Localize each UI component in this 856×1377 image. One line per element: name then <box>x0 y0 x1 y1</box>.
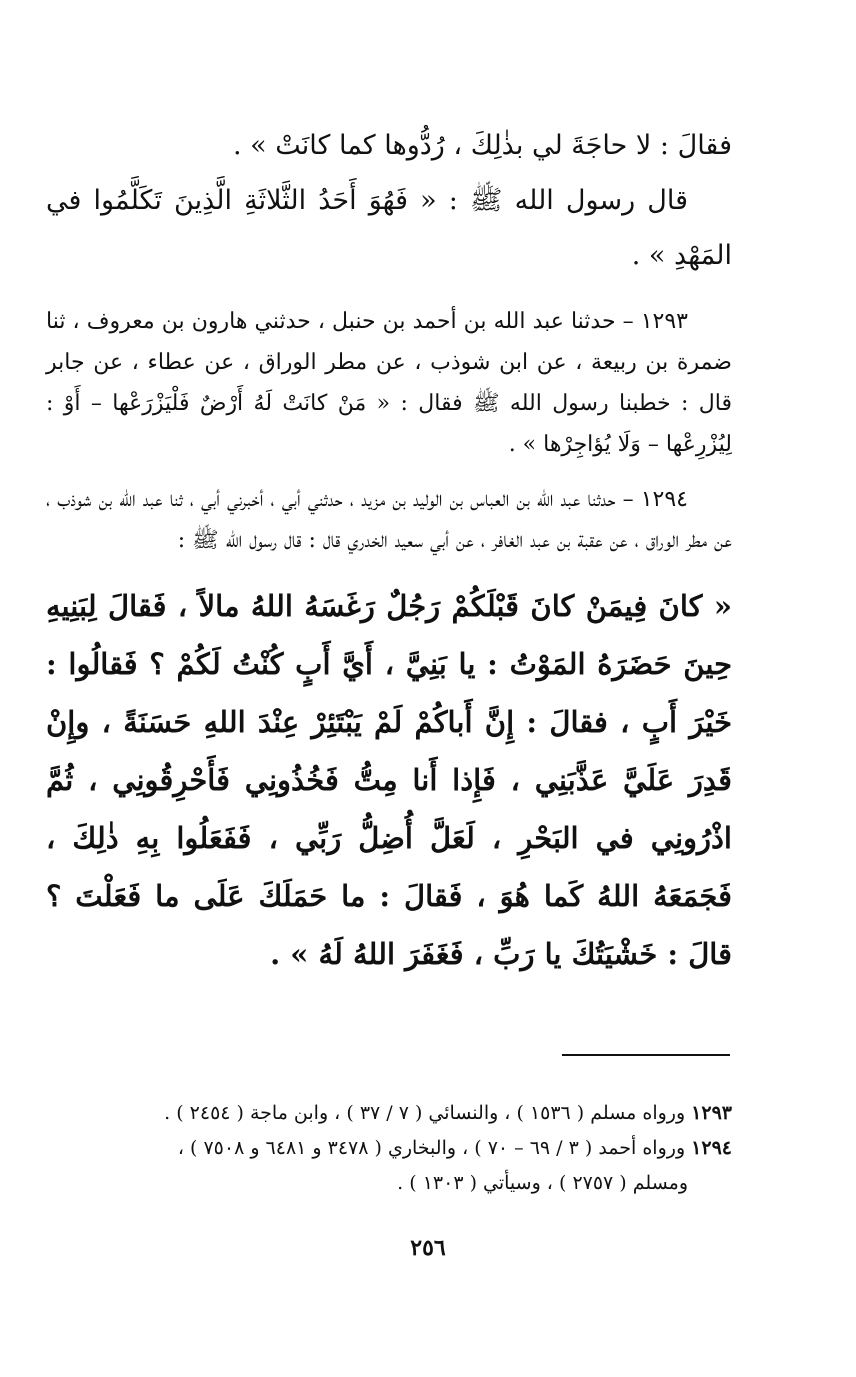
hadith-1293: ١٢٩٣ – حدثنا عبد الله بن أحمد بن حنبل ، حدثني هارون بن معروف ، ثنا ضمرة بن ربيعة ، عن ابن شوذب ، عن مطر الوراق ، عن عطاء ، عن جابر قال : خطبنا رسول الله ﷺ فقال : « مَنْ كانَتْ لَهُ أَرْضٌ فَلْيَزْرَعْها – أَوْ : لِيُزْرِعْها – وَلَا يُؤاجِرْها » . <box>46 309 732 457</box>
page-number: ٢٥٦ <box>410 1235 446 1261</box>
paragraph-2: قال رسول الله ﷺ : « فَهُوَ أَحَدُ الثَّلاثَةِ الَّذِينَ تَكَلَّمُوا في المَهْدِ » . <box>46 185 732 271</box>
hadith-1294: ١٢٩٤ – حدثنا عبد الله بن العباس بن الوليد بن مزيد ، حدثني أبي ، أخبرني أبي ، ثنا عبد الله بن شوذب ، عن مطر الوراق ، عن عقبة بن عبد الغافر ، عن أبي سعيد الخدري قال : قال رسول الله ﷺ : <box>46 487 732 553</box>
footnote-1294-continuation: ومسلم ( ٢٧٥٧ ) ، وسيأتي ( ١٣٠٣ ) . <box>397 1172 688 1194</box>
footnote-1293 <box>46 1096 732 1131</box>
footnote-number: ١٢٩٣ <box>691 1102 732 1124</box>
footnote-number: ١٢٩٤ <box>691 1137 732 1159</box>
footnote-1294 <box>46 1131 732 1166</box>
paragraph-1: فقالَ : لا حاجَةَ لي بذٰلِكَ ، رُدُّوها كما كانَتْ » . <box>233 130 732 161</box>
footnote-divider <box>562 1054 730 1056</box>
footnote-text: ورواه أحمد ( ٣ / ٦٩ – ٧٠ ) ، والبخاري ( ٣٤٧٨ و ٦٤٨١ و ٧٥٠٨ ) ، <box>177 1137 686 1159</box>
footnotes <box>46 1096 732 1201</box>
footnote-text: ورواه مسلم ( ١٥٣٦ ) ، والنسائي ( ٧ / ٣٧ ) ، وابن ماجة ( ٢٤٥٤ ) . <box>164 1102 686 1124</box>
main-text <box>46 118 732 983</box>
hadith-1294-quote: « كانَ فِيمَنْ كانَ قَبْلَكُمْ رَجُلٌ رَغَسَهُ اللهُ مالاً ، فَقالَ لِبَنِيهِ حِينَ حَضَرَهُ المَوْتُ : يا بَنِيَّ ، أَيَّ أَبٍ كُنْتُ لَكُمْ ؟ فَقالُوا : خَيْرَ أَبٍ ، فقالَ : إِنَّ أَباكُمْ لَمْ يَبْتَئِرْ عِنْدَ اللهِ حَسَنَةً ، وإِنْ قَدِرَ عَلَيَّ عَذَّبَنِي ، فَإِذا أَنا مِتُّ فَخُذُونِي فَأَحْرِقُونِي ، ثُمَّ اذْرُونِي في البَحْرِ ، لَعَلَّ أُضِلُّ رَبِّي ، فَفَعَلُوا بِهِ ذٰلِكَ ، فَجَمَعَهُ اللهُ كَما هُوَ ، فَقالَ : ما حَمَلَكَ عَلَى ما فَعَلْتَ ؟ قالَ : خَشْيَتُكَ يا رَبِّ ، فَغَفَرَ اللهُ لَهُ » . <box>46 589 732 971</box>
